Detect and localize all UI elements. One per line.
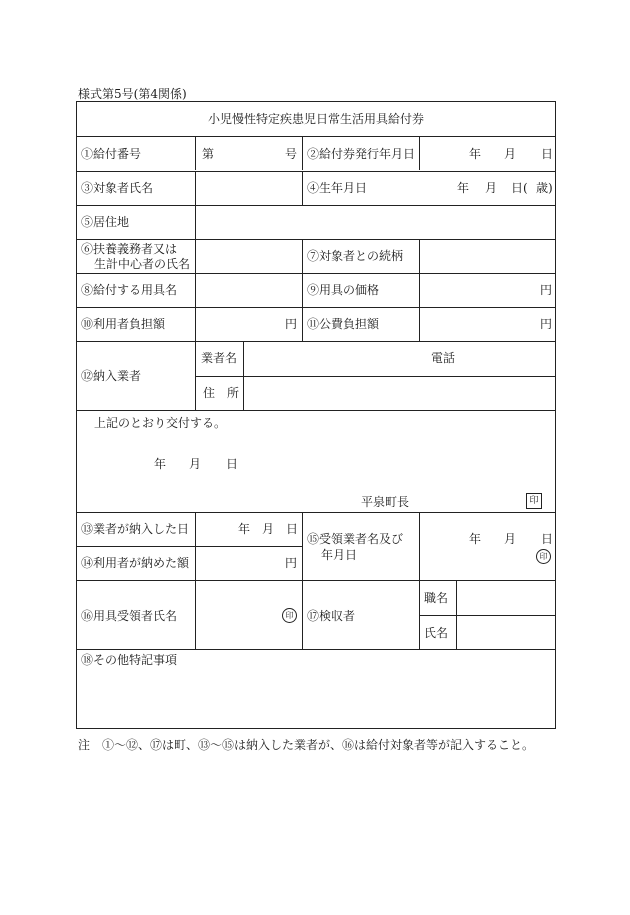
equipment-name-label: ⑧給付する用具名: [81, 283, 178, 297]
paid-amount-label: ⑭利用者が納めた額: [81, 556, 190, 570]
v-line: [419, 136, 420, 170]
user-burden-yen: 円: [285, 317, 298, 331]
supplier-address-label: 住 所: [203, 386, 240, 400]
h-line: [77, 649, 555, 650]
form-title: 小児慢性特定疾患児日常生活用具給付券: [207, 112, 424, 126]
birth-date-label: ④生年月日: [307, 181, 368, 195]
equipment-price-label: ⑨用具の価格: [307, 283, 380, 297]
issue-date-year: 年: [469, 147, 482, 161]
h-line: [77, 546, 302, 547]
form-number-label: 様式第5号(第4関係): [78, 87, 187, 101]
h-line: [77, 171, 555, 172]
issue-date-day: 日: [541, 147, 554, 161]
public-burden-yen: 円: [540, 317, 553, 331]
v-line: [302, 512, 303, 649]
v-line: [195, 307, 196, 341]
supplier-label: ⑫納入業者: [81, 369, 142, 383]
issuance-month: 月: [189, 457, 202, 471]
recipient-seal: 印: [282, 608, 297, 623]
receiving-date-month: 月: [504, 532, 517, 546]
birth-date-year: 年: [457, 181, 470, 195]
h-line: [195, 376, 555, 377]
receiving-supplier-label-line1: ⑮受領業者名及び: [307, 532, 404, 546]
equipment-price-yen: 円: [540, 283, 553, 297]
guardian-label-line1: ⑥扶養義務者又は: [81, 242, 178, 256]
supplier-name-label: 業者名: [201, 351, 238, 365]
v-line: [419, 239, 420, 273]
v-line: [195, 512, 196, 580]
mayor-seal: 印: [526, 493, 542, 509]
v-line: [195, 205, 196, 239]
issuance-statement: 上記のとおり交付する。: [94, 416, 227, 430]
h-line: [77, 410, 555, 411]
h-line: [77, 580, 555, 581]
birth-date-month: 月: [485, 181, 498, 195]
v-line: [419, 580, 420, 649]
receiving-supplier-label-line2: 年月日: [321, 548, 358, 562]
issue-number-label: ①給付番号: [81, 147, 142, 161]
issue-date-label: ②給付券発行年月日: [307, 147, 416, 161]
v-line: [302, 239, 303, 273]
mayor-title: 平泉町長: [361, 495, 410, 509]
address-label: ⑤居住地: [81, 215, 130, 229]
voucher-form: [76, 101, 556, 729]
h-line: [77, 273, 555, 274]
remarks-label: ⑱その他特記事項: [81, 653, 178, 667]
inspector-label: ⑰検収者: [307, 609, 356, 623]
v-line: [302, 136, 303, 170]
delivery-date-year: 年: [238, 522, 251, 536]
birth-date-day: 日(: [511, 181, 528, 195]
v-line: [195, 136, 196, 170]
h-line: [77, 341, 555, 342]
v-line: [195, 580, 196, 649]
v-line: [419, 512, 420, 580]
birth-date-age: 歳): [536, 181, 553, 195]
h-line: [419, 615, 555, 616]
delivery-date-day: 日: [286, 522, 299, 536]
v-line: [419, 307, 420, 341]
v-line: [456, 580, 457, 649]
h-line: [77, 512, 555, 513]
v-line: [195, 171, 196, 205]
recipient-sign-label: ⑯用具受領者氏名: [81, 609, 178, 623]
recipient-name-label: ③対象者氏名: [81, 181, 154, 195]
paid-amount-yen: 円: [285, 556, 298, 570]
guardian-label-line2: 生計中心者の氏名: [94, 257, 191, 271]
inspector-title-label: 職名: [424, 591, 449, 605]
v-line: [195, 239, 196, 273]
v-line: [195, 341, 196, 410]
delivery-date-month: 月: [262, 522, 275, 536]
issuance-year: 年: [154, 457, 167, 471]
v-line: [243, 341, 244, 410]
delivery-date-label: ⑬業者が納入した日: [81, 522, 190, 536]
v-line: [302, 273, 303, 307]
public-burden-label: ⑪公費負担額: [307, 317, 380, 331]
supplier-seal: 印: [536, 549, 551, 564]
h-line: [77, 136, 555, 137]
receiving-date-year: 年: [469, 532, 482, 546]
h-line: [77, 205, 555, 206]
inspector-name-label: 氏名: [424, 626, 449, 640]
v-line: [419, 273, 420, 307]
issuance-day: 日: [226, 457, 239, 471]
v-line: [195, 273, 196, 307]
v-line: [302, 307, 303, 341]
issue-number-dai: 第: [202, 147, 215, 161]
issue-date-month: 月: [504, 147, 517, 161]
h-line: [77, 239, 555, 240]
receiving-date-day: 日: [541, 532, 554, 546]
user-burden-label: ⑩利用者負担額: [81, 317, 166, 331]
phone-label: 電話: [431, 351, 456, 365]
relationship-label: ⑦対象者との続柄: [307, 249, 404, 263]
issue-number-go: 号: [285, 147, 298, 161]
h-line: [77, 307, 555, 308]
footnote: 注 ①〜⑫、⑰は町、⑬〜⑮は納入した業者が、⑯は給付対象者等が記入すること。: [78, 738, 535, 752]
v-line: [302, 171, 303, 205]
